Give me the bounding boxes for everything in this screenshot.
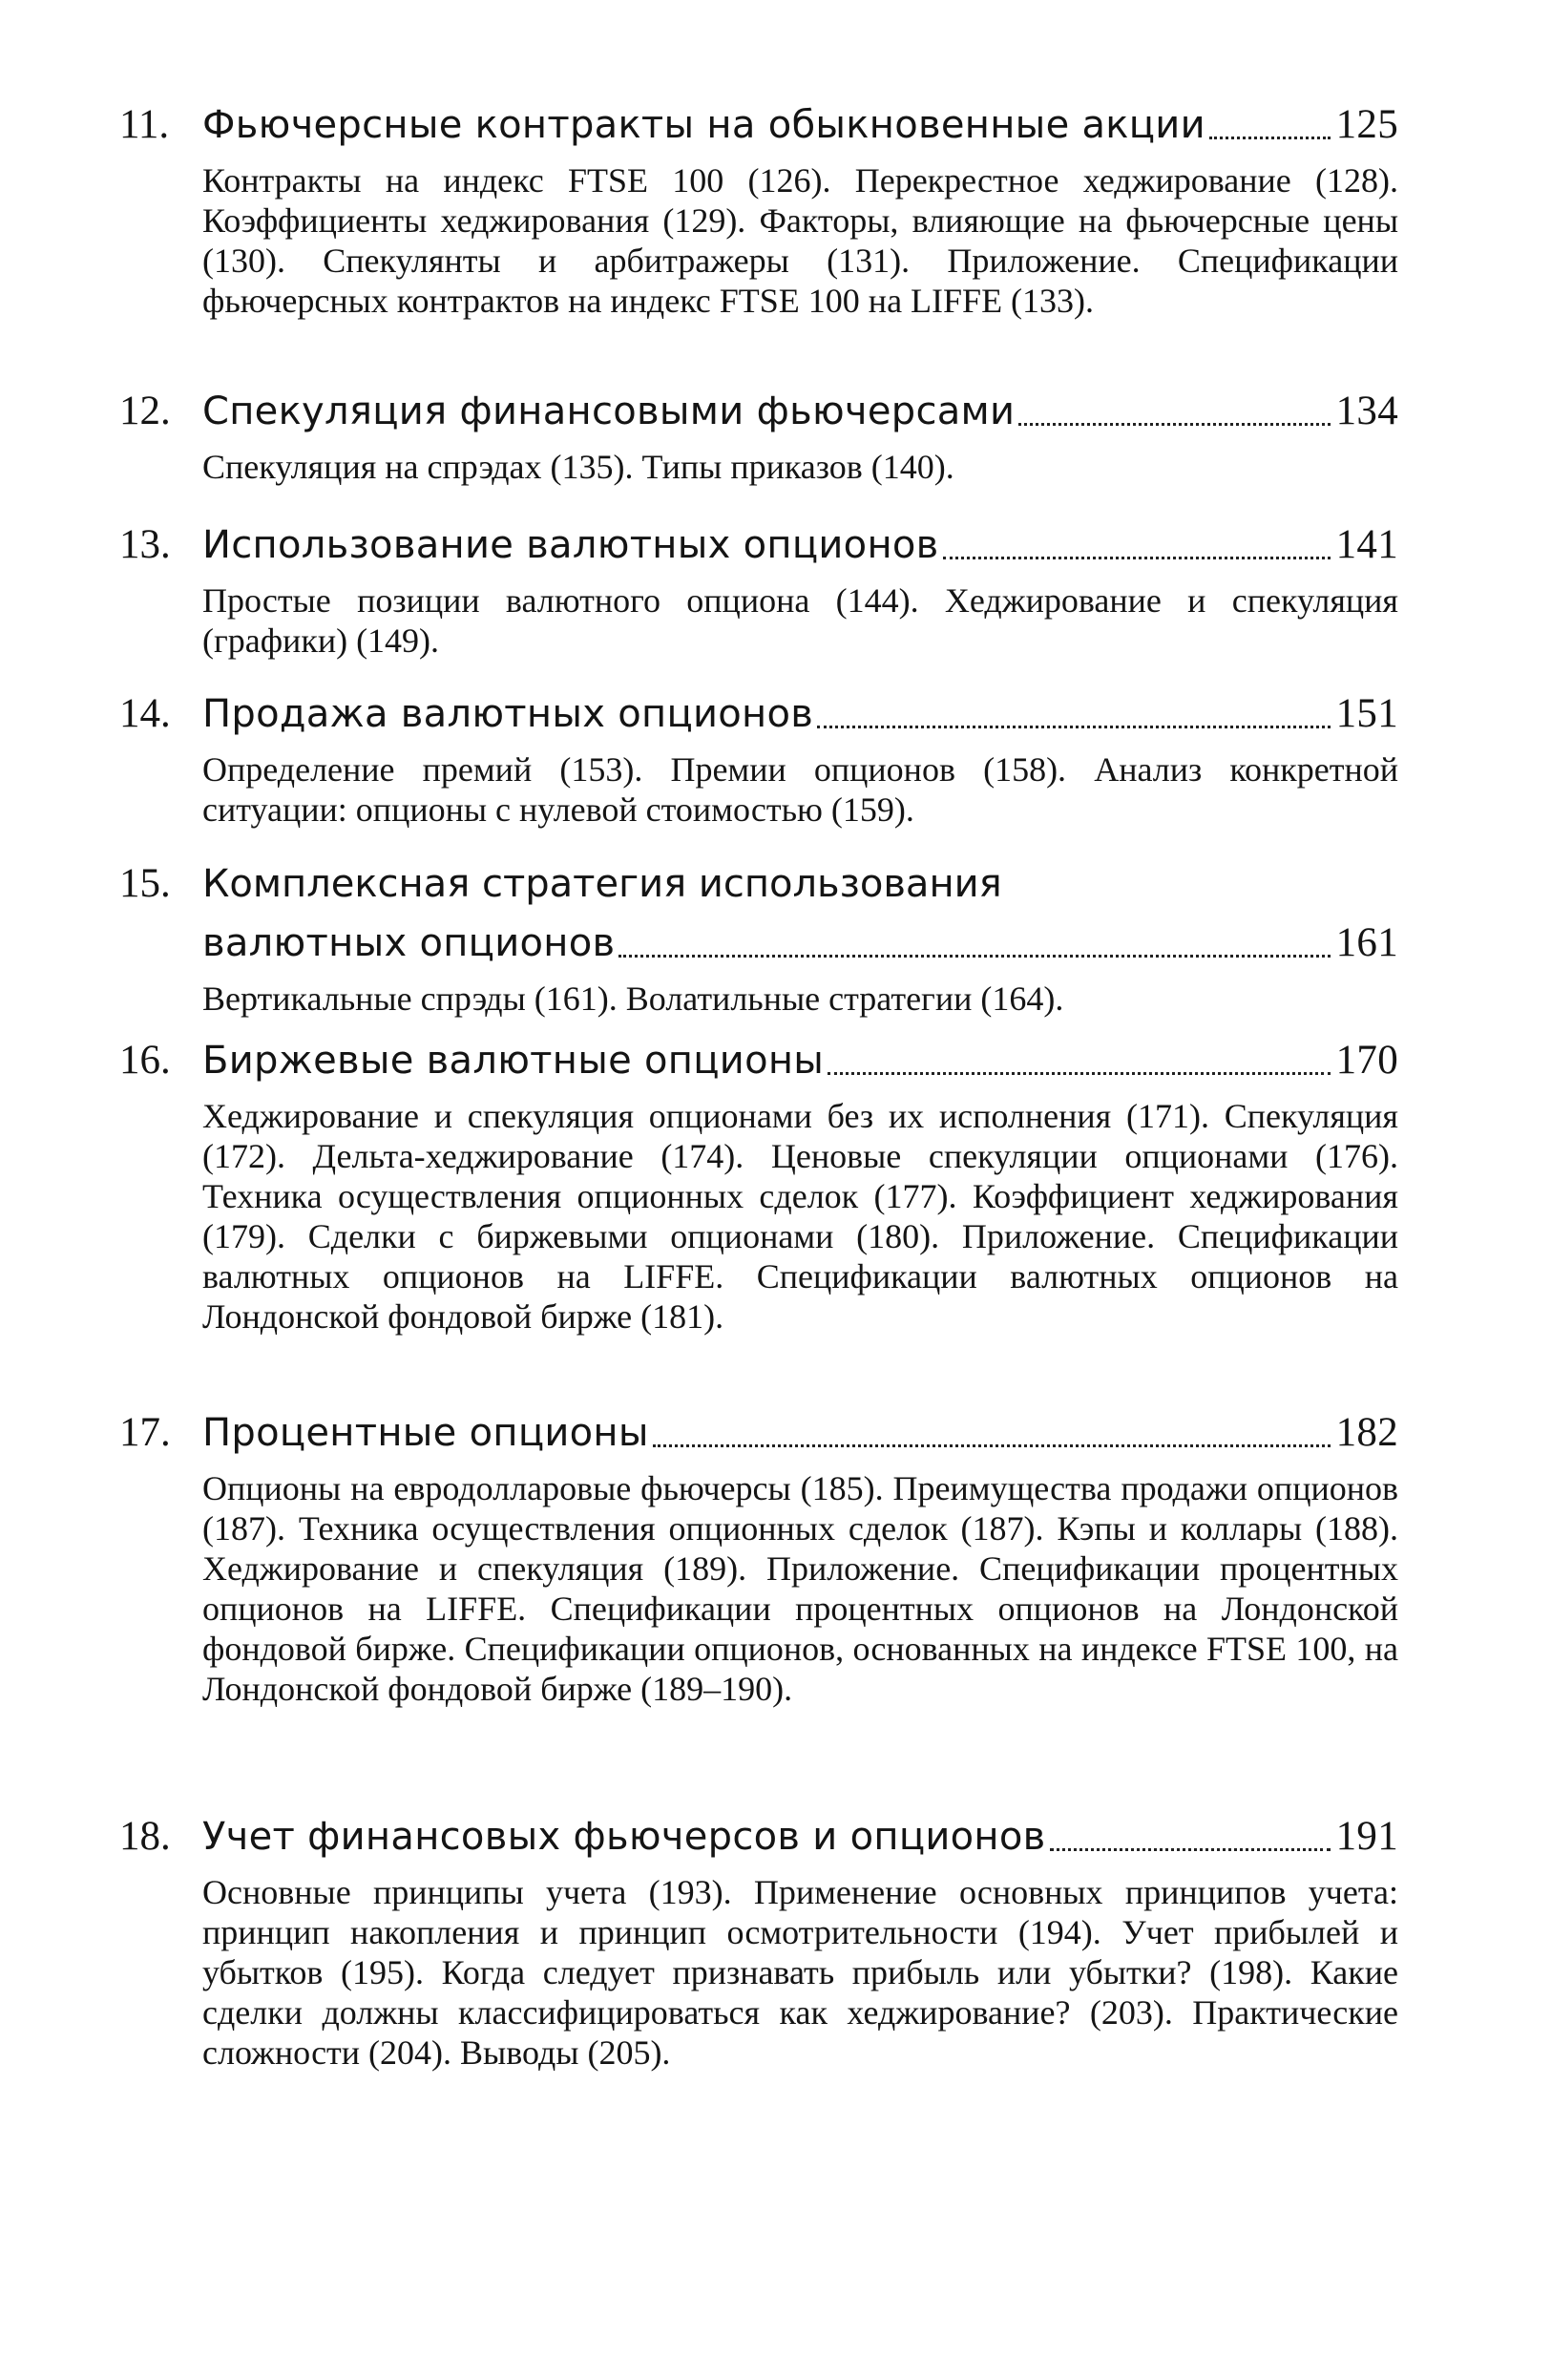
chapter-title: Биржевые валютные опционы: [202, 1039, 825, 1083]
dot-leader: [1018, 422, 1330, 426]
chapter-contents: Основные принципы учета (193). Применение основных принципов учета: принцип накопления и принцип осмотрительности (194). Учет прибылей и убытков (195). Когда следует признавать прибыль или убытки? (198). Какие сделки должны классифицироваться как хеджирование? (203). Практические сложности (204). Выводы (205).: [202, 1873, 1398, 2072]
page-number: 161: [1335, 920, 1398, 965]
toc-entry-heading: [119, 1403, 1398, 1463]
page-number: 125: [1335, 102, 1398, 147]
toc-entry-heading: [119, 685, 1398, 744]
chapter-title-line[interactable]: [202, 95, 1398, 155]
chapter-title: Спекуляция финансовыми фьючерсами: [202, 390, 1016, 433]
chapter-title: Фьючерсные контракты на обыкновенные акции: [202, 103, 1205, 147]
chapter-title: Учет финансовых фьючерсов и опционов: [202, 1815, 1046, 1859]
toc-entry-14: [119, 685, 1398, 830]
chapter-title-line[interactable]: [202, 685, 1398, 744]
page-number: 134: [1335, 389, 1398, 433]
toc-entry-heading: [119, 516, 1398, 575]
chapter-title: валютных опционов: [202, 921, 616, 965]
chapter-contents: Контракты на индекс FTSE 100 (126). Перекрестное хеджирование (128). Коэффициенты хеджирования (129). Факторы, влияющие на фьючерсные цены (130). Спекулянты и арбитражеры (131). Приложение. Спецификации фьючерсных контрактов на индекс FTSE 100 на LIFFE (133).: [202, 161, 1398, 320]
chapter-title-line[interactable]: [202, 1807, 1398, 1866]
page-number: 182: [1335, 1410, 1398, 1455]
chapter-number: 18.: [119, 1814, 171, 1859]
chapter-number: 16.: [119, 1038, 171, 1083]
chapter-contents: Определение премий (153). Премии опционов (158). Анализ конкретной ситуации: опционы с нулевой стоимостью (159).: [202, 750, 1398, 829]
dot-leader: [618, 954, 1330, 958]
dot-leader: [817, 725, 1330, 728]
chapter-title: Использование валютных опционов: [202, 523, 939, 567]
chapter-title-line[interactable]: [202, 914, 1398, 973]
chapter-number: 17.: [119, 1410, 171, 1455]
toc-entry-16: [119, 1031, 1398, 1337]
chapter-number: 14.: [119, 691, 171, 736]
dot-leader: [828, 1071, 1330, 1075]
page-number: 191: [1335, 1814, 1398, 1859]
chapter-number: 12.: [119, 389, 171, 433]
toc-entry-13: [119, 516, 1398, 661]
chapter-title-line[interactable]: [202, 1403, 1398, 1463]
dot-leader: [653, 1443, 1331, 1447]
chapter-number: 15.: [119, 861, 171, 906]
chapter-contents: Опционы на евродолларовые фьючерсы (185). Преимущества продажи опционов (187). Техника осуществления опционных сделок (187). Кэпы и коллары (188). Хеджирование и спекуляция (189). Приложение. Спецификации процентных опционов на LIFFE. Спецификации процентных опционов на Лондонской фондовой бирже. Спецификации опционов, основанных на индексе FTSE 100, на Лондонской фондовой бирже (189–190).: [202, 1469, 1398, 1708]
chapter-number: 13.: [119, 522, 171, 567]
page-number: 170: [1335, 1038, 1398, 1083]
toc-entry-11: [119, 95, 1398, 321]
toc-entry-15: [119, 854, 1398, 1019]
dot-leader: [1050, 1847, 1331, 1851]
toc-entry-heading: [119, 1807, 1398, 1866]
toc-entry-12: [119, 382, 1398, 487]
dot-leader: [943, 556, 1331, 559]
chapter-title-line[interactable]: [202, 382, 1398, 441]
chapter-title-first-line[interactable]: Комплексная стратегия использования: [202, 862, 1002, 906]
chapter-title-line[interactable]: [202, 1031, 1398, 1090]
chapter-contents: Вертикальные спрэды (161). Волатильные стратегии (164).: [202, 979, 1064, 1018]
toc-entry-18: [119, 1807, 1398, 2073]
toc-entry-17: [119, 1403, 1398, 1709]
page-number: 141: [1335, 522, 1398, 567]
chapter-contents: Хеджирование и спекуляция опционами без их исполнения (171). Спекуляция (172). Дельта-хеджирование (174). Ценовые спекуляции опционами (176). Техника осуществления опционных сделок (177). Коэффициент хеджирования (179). Сделки с биржевыми опционами (180). Приложение. Спецификации валютных опционов на LIFFE. Спецификации валютных опционов на Лондонской фондовой бирже (181).: [202, 1097, 1398, 1336]
toc-entry-heading: [119, 382, 1398, 441]
toc-entry-heading: [119, 1031, 1398, 1090]
chapter-title: Процентные опционы: [202, 1411, 649, 1455]
chapter-title: Продажа валютных опционов: [202, 692, 814, 736]
toc-entry-heading: [119, 854, 1398, 973]
chapter-contents: Спекуляция на спрэдах (135). Типы приказов (140).: [202, 448, 954, 486]
chapter-number: 11.: [119, 102, 170, 147]
chapter-contents: Простые позиции валютного опциона (144). Хеджирование и спекуляция (графики) (149).: [202, 581, 1398, 660]
dot-leader: [1209, 136, 1331, 139]
chapter-title-line[interactable]: [202, 516, 1398, 575]
toc-entry-heading: [119, 95, 1398, 155]
page-number: 151: [1335, 691, 1398, 736]
